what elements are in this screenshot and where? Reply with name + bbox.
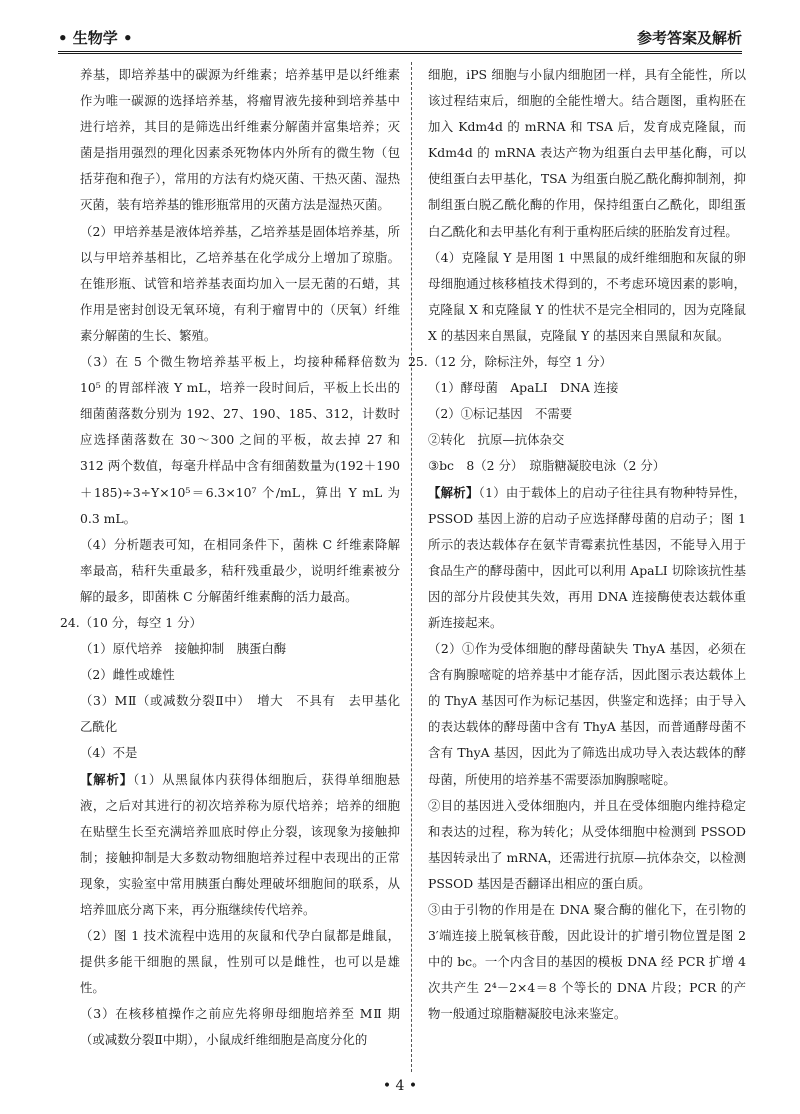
analysis-text: （1）从黑鼠体内获得体细胞后，获得单细胞悬液，之后对其进行的初次培养称为原代培养；培养的细胞在贴壁生长至充满培养皿底时停止分裂，该现象为接触抑制；接触抑制是大多数动物细胞培养过程中表现出的正常现象，实验室中常用胰蛋白酶处理破坏细胞间的联系，从培养皿底分离下来，再分瓶继续传代培养。 <box>80 771 401 917</box>
analysis-label: 【解析】 <box>80 771 134 787</box>
analysis-paragraph <box>80 767 400 924</box>
answer-line: （1）原代培养 接触抑制 胰蛋白酶 <box>80 641 287 657</box>
column-divider <box>411 62 412 1072</box>
left-column <box>60 62 413 1054</box>
answer-line: ③bc 8（2 分） 琼脂糖凝胶电泳（2 分） <box>428 458 666 474</box>
question-heading: 24.（10 分，每空 1 分） <box>60 614 202 630</box>
analysis-text: （1）由于载体上的启动子往往具有物种特异性，PSSOD 基因上游的启动子应选择酵母菌的启动子；图 1 所示的表达载体存在氨苄青霉素抗性基因，不能导入用于食品生产的酵母菌中，因此可以利用 ApaLⅠ 切除该抗性基因的部分片段使其失效，再用 DNA 连接酶使表达载体重新连接起来。 <box>428 484 747 630</box>
paragraph: ②目的基因进入受体细胞内，并且在受体细胞内维持稳定和表达的过程，称为转化；从受体细胞中检测到 PSSOD 基因转录出了 mRNA，还需进行抗原—抗体杂交，以检测 PSSOD 基因是否翻译出相应的蛋白质。 <box>428 797 746 891</box>
section-title: 参考答案及解析 <box>636 29 742 47</box>
paragraph: （3）在核移植操作之前应先将卵母细胞培养至 MⅡ 期（或减数分裂Ⅱ中期），小鼠成纤维细胞是高度分化的 <box>80 1006 400 1048</box>
answer-line: （3）MⅡ（或减数分裂Ⅱ中） 增大 不具有 去甲基化 乙酰化 <box>80 693 413 735</box>
paragraph: 细胞，iPS 细胞与小鼠内细胞团一样，具有全能性，所以该过程结束后，细胞的全能性增大。结合题图，重构胚在加入 Kdm4d 的 mRNA 和 TSA 后，发育成克隆鼠，而 Kdm4d 的 mRNA 表达产物为组蛋白去甲基化酶，可以使组蛋白去甲基化，TSA 为组蛋白脱乙酰化酶抑制剂，抑制组蛋白脱乙酰化酶的作用，保持组蛋白乙酰化，即组蛋白乙酰化和去甲基化有利于重构胚后续的胚胎发育过程。 <box>428 67 746 239</box>
paragraph: ③由于引物的作用是在 DNA 聚合酶的催化下，在引物的 3′端连接上脱氧核苷酸，因此设计的扩增引物位置是图 2 中的 bc。一个内含目的基因的模板 DNA 经 PCR 扩增 4 次共产生 2⁴－2×4＝8 个等长的 DNA 片段；PCR 的产物一般通过琼脂糖凝胶电泳来鉴定。 <box>428 902 746 1022</box>
answer-line: （2）雌性或雄性 <box>80 667 175 683</box>
page-header <box>58 14 742 54</box>
paragraph: （4）分析题表可知，在相同条件下，菌株 C 纤维素降解率最高，秸秆失重最多，秸秆残重最少，说明纤维素被分解的最多，即菌株 C 分解菌纤维素酶的活力最高。 <box>80 536 400 604</box>
page-number: • 4 • <box>382 1078 418 1094</box>
analysis-paragraph <box>428 480 746 637</box>
paragraph: （2）①作为受体细胞的酵母菌缺失 ThyA 基因，必须在含有胸腺嘧啶的培养基中才能存活，因此图示表达载体上的 ThyA 基因可作为标记基因，供鉴定和选择；由于导入的表达载体的酵母菌中含有 ThyA 基因，而普通酵母菌不含有 ThyA 基因，因此为了筛选出成功导入表达载体的酵母菌，所使用的培养基不需要添加胸腺嘧啶。 <box>428 641 746 787</box>
analysis-label: 【解析】 <box>428 484 479 500</box>
paragraph: （2）甲培养基是液体培养基，乙培养基是固体培养基，所以与甲培养基相比，乙培养基在化学成分上增加了琼脂。在锥形瓶、试管和培养基表面均加入一层无菌的石蜡，其作用是密封创设无氧环境，有利于瘤胃中的（厌氧）纤维素分解菌的生长、繁殖。 <box>80 223 400 343</box>
paragraph: （2）图 1 技术流程中选用的灰鼠和代孕白鼠都是雌鼠，提供多能干细胞的黑鼠，性别可以是雌性，也可以是雄性。 <box>80 928 400 996</box>
question-heading: 25.（12 分，除标注外，每空 1 分） <box>408 354 612 370</box>
answer-line: （1）酵母菌 ApaLⅠ DNA 连接 <box>428 380 619 396</box>
paragraph: 养基，即培养基中的碳源为纤维素；培养基甲是以纤维素作为唯一碳源的选择培养基，将瘤胃液先接种到培养基中进行培养，其目的是筛选出纤维素分解菌并富集培养；灭菌是指用强烈的理化因素杀死物体内外所有的微生物（包括芽孢和孢子），常用的方法有灼烧灭菌、干热灭菌、湿热灭菌，装有培养基的锥形瓶常用的灭菌方法是湿热灭菌。 <box>80 67 400 213</box>
answer-line: （2）①标记基因 不需要 <box>428 406 573 422</box>
right-column <box>408 62 747 1027</box>
subject-title: • 生物学 • <box>58 29 133 47</box>
answer-line: ②转化 抗原—抗体杂交 <box>428 432 565 448</box>
paragraph: （4）克隆鼠 Y 是用图 1 中黑鼠的成纤维细胞和灰鼠的卵母细胞通过核移植技术得到的，不考虑环境因素的影响，克隆鼠 X 和克隆鼠 Y 的性状不是完全相同的，因为克隆鼠 X 的基因来自黑鼠，克隆鼠 Y 的基因来自黑鼠和灰鼠。 <box>428 249 746 343</box>
answer-line: （4）不是 <box>80 745 138 761</box>
paragraph: （3）在 5 个微生物培养基平板上，均接种稀释倍数为 10⁵ 的胃部样液 Y mL，培养一段时间后，平板上长出的细菌菌落数分别为 192、27、190、185、312，计数时应选择菌落数在 30～300 之间的平板，故去掉 27 和 312 两个数值，每毫升样品中含有细菌数量为(192＋190＋185)÷3÷Y×10⁵＝6.3×10⁷ 个/mL，算出 Y mL 为 0.3 mL。 <box>80 354 400 526</box>
